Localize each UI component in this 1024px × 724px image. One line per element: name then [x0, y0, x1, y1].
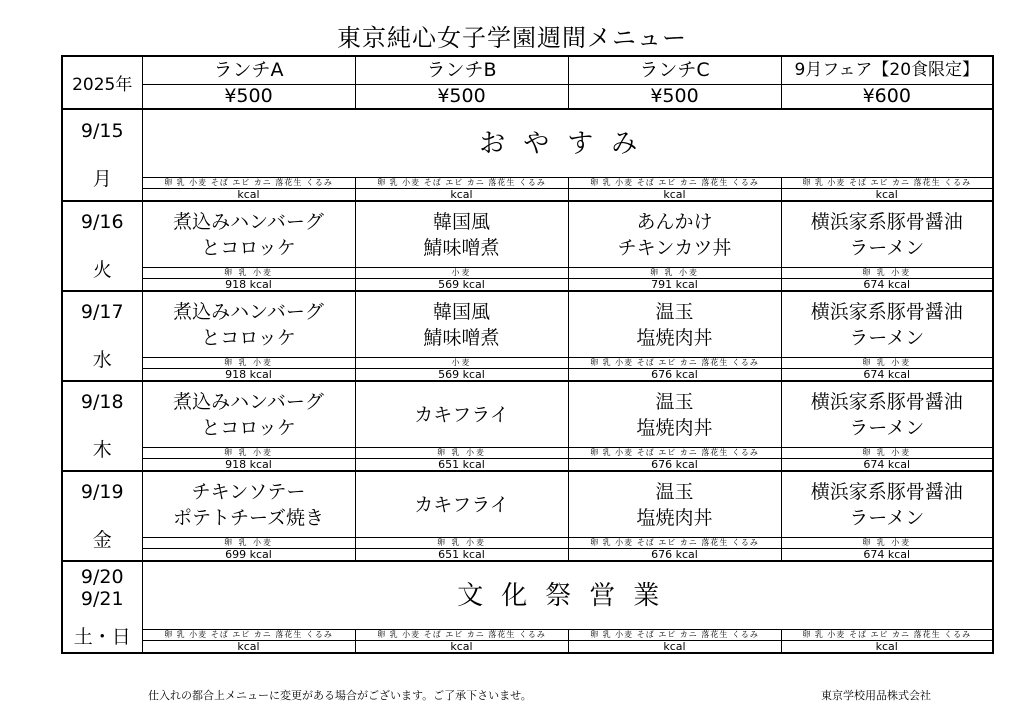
calorie-info: kcal — [355, 189, 568, 202]
menu-item: 煮込みハンバーグ とコロッケ — [142, 381, 355, 448]
page-title: 東京純心女子学園週間メニュー — [337, 24, 687, 52]
calorie-info: kcal — [568, 641, 781, 654]
fair-lunch-price: ¥600 — [781, 85, 993, 110]
allergen-info: 卵 乳 小麦 — [781, 358, 993, 369]
day-of-week: 土・日 — [73, 625, 131, 648]
calorie-info: kcal — [781, 641, 993, 654]
allergen-info: 卵 乳 小麦 そば エビ カニ 落花生 くるみ — [568, 448, 781, 459]
day-cell — [62, 201, 142, 291]
day-of-week: 金 — [92, 528, 112, 551]
calorie-info: 699 kcal — [142, 549, 355, 562]
calorie-info: kcal — [568, 189, 781, 202]
day-date-2: 9/21 — [80, 587, 124, 610]
allergen-info: 卵 乳 小麦 そば エビ カニ 落花生 くるみ — [781, 178, 993, 189]
day-cell — [62, 471, 142, 561]
weekly-menu-table — [61, 55, 994, 654]
allergen-info: 卵 乳 小麦 そば エビ カニ 落花生 くるみ — [568, 538, 781, 549]
menu-item: 煮込みハンバーグ とコロッケ — [142, 201, 355, 268]
menu-item: 横浜家系豚骨醤油 ラーメン — [781, 471, 993, 538]
lunch-a-price: ¥500 — [142, 85, 355, 110]
day-cell — [62, 291, 142, 381]
lunch-a-name: ランチA — [142, 56, 355, 85]
menu-item: 横浜家系豚骨醤油 ラーメン — [781, 201, 993, 268]
calorie-info: 651 kcal — [355, 549, 568, 562]
day-date: 9/20 — [80, 565, 124, 588]
allergen-info: 卵 乳 小麦 そば エビ カニ 落花生 くるみ — [781, 630, 993, 641]
menu-item: 横浜家系豚骨醤油 ラーメン — [781, 291, 993, 358]
allergen-info: 卵 乳 小麦 そば エビ カニ 落花生 くるみ — [568, 630, 781, 641]
allergen-info: 小麦 — [355, 268, 568, 279]
calorie-info: 918 kcal — [142, 369, 355, 382]
menu-item: 韓国風 鯖味噌煮 — [355, 201, 568, 268]
calorie-info: 674 kcal — [781, 459, 993, 472]
fair-lunch-name: 9月フェア【20食限定】 — [781, 56, 993, 85]
menu-item: 横浜家系豚骨醤油 ラーメン — [781, 381, 993, 448]
day-cell — [62, 109, 142, 201]
day-date: 9/18 — [80, 390, 124, 413]
allergen-info: 卵 乳 小麦 そば エビ カニ 落花生 くるみ — [568, 178, 781, 189]
menu-item: チキンソテー ポテトチーズ焼き — [142, 471, 355, 538]
menu-item: 煮込みハンバーグ とコロッケ — [142, 291, 355, 358]
allergen-info: 卵 乳 小麦 — [142, 268, 355, 279]
calorie-info: 569 kcal — [355, 279, 568, 292]
allergen-info: 卵 乳 小麦 そば エビ カニ 落花生 くるみ — [355, 630, 568, 641]
day-of-week: 火 — [92, 258, 112, 281]
year-label: 2025年 — [62, 56, 142, 109]
company-name: 東京学校用品株式会社 — [821, 689, 931, 702]
calorie-info: 674 kcal — [781, 549, 993, 562]
day-of-week: 月 — [92, 167, 112, 190]
day-date: 9/17 — [80, 300, 124, 323]
festival-banner: 文化祭営業 — [142, 561, 993, 630]
calorie-info: kcal — [781, 189, 993, 202]
allergen-info: 卵 乳 小麦 そば エビ カニ 落花生 くるみ — [142, 630, 355, 641]
allergen-info: 卵 乳 小麦 — [781, 448, 993, 459]
closed-banner: おやすみ — [142, 109, 993, 178]
footnote: 仕入れの都合上メニューに変更がある場合がございます。ご了承下さいませ。 — [148, 689, 532, 702]
calorie-info: 791 kcal — [568, 279, 781, 292]
calorie-info: kcal — [142, 189, 355, 202]
menu-item: カキフライ — [355, 381, 568, 448]
calorie-info: 676 kcal — [568, 369, 781, 382]
day-of-week: 木 — [92, 438, 112, 461]
menu-item: あんかけ チキンカツ丼 — [568, 201, 781, 268]
allergen-info: 卵 乳 小麦 — [142, 448, 355, 459]
menu-item: 温玉 塩焼肉丼 — [568, 471, 781, 538]
allergen-info: 卵 乳 小麦 — [781, 538, 993, 549]
lunch-b-price: ¥500 — [355, 85, 568, 110]
allergen-info: 卵 乳 小麦 そば エビ カニ 落花生 くるみ — [355, 178, 568, 189]
allergen-info: 卵 乳 小麦 — [142, 538, 355, 549]
day-date: 9/15 — [80, 119, 124, 142]
allergen-info: 卵 乳 小麦 — [142, 358, 355, 369]
calorie-info: 918 kcal — [142, 459, 355, 472]
allergen-info: 卵 乳 小麦 — [355, 538, 568, 549]
calorie-info: kcal — [142, 641, 355, 654]
allergen-info: 卵 乳 小麦 — [568, 268, 781, 279]
day-cell — [62, 381, 142, 471]
menu-item: 温玉 塩焼肉丼 — [568, 381, 781, 448]
calorie-info: 676 kcal — [568, 459, 781, 472]
day-of-week: 水 — [92, 348, 112, 371]
lunch-c-name: ランチC — [568, 56, 781, 85]
calorie-info: 569 kcal — [355, 369, 568, 382]
day-cell — [62, 561, 142, 653]
lunch-b-name: ランチB — [355, 56, 568, 85]
menu-item: 温玉 塩焼肉丼 — [568, 291, 781, 358]
calorie-info: kcal — [355, 641, 568, 654]
menu-item: 韓国風 鯖味噌煮 — [355, 291, 568, 358]
allergen-info: 卵 乳 小麦 そば エビ カニ 落花生 くるみ — [568, 358, 781, 369]
calorie-info: 674 kcal — [781, 369, 993, 382]
allergen-info: 卵 乳 小麦 — [781, 268, 993, 279]
allergen-info: 卵 乳 小麦 — [355, 448, 568, 459]
calorie-info: 651 kcal — [355, 459, 568, 472]
allergen-info: 小麦 — [355, 358, 568, 369]
calorie-info: 918 kcal — [142, 279, 355, 292]
day-date: 9/19 — [80, 480, 124, 503]
calorie-info: 676 kcal — [568, 549, 781, 562]
menu-item: カキフライ — [355, 471, 568, 538]
calorie-info: 674 kcal — [781, 279, 993, 292]
allergen-info: 卵 乳 小麦 そば エビ カニ 落花生 くるみ — [142, 178, 355, 189]
lunch-c-price: ¥500 — [568, 85, 781, 110]
day-date: 9/16 — [80, 210, 124, 233]
